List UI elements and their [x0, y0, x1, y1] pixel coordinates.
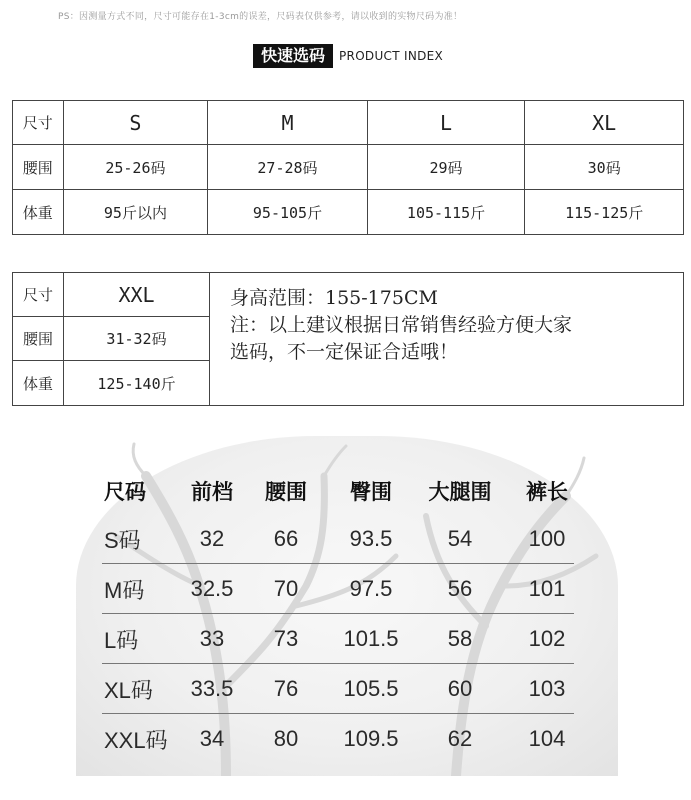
size-table-2 — [12, 272, 684, 406]
waist-cell: 30码 — [525, 145, 684, 190]
weight-cell: 95-105斤 — [208, 190, 367, 235]
size-name: XXL码 — [104, 727, 168, 753]
length-value: 104 — [528, 726, 566, 751]
size-cell: L — [367, 101, 525, 145]
row-label-waist: 腰围 — [13, 145, 64, 190]
note-text-line-2: 选码，不一定保证合适哦！ — [230, 341, 459, 363]
header-waist: 腰围 — [265, 481, 307, 504]
weight-cell: 105-115斤 — [367, 190, 525, 235]
hip-value: 109.5 — [343, 726, 399, 751]
waist-cell: 27-28码 — [208, 145, 367, 190]
thigh-value: 60 — [447, 676, 473, 701]
length-value: 101 — [528, 576, 566, 601]
length-value: 102 — [528, 626, 566, 651]
ps-note: PS：因测量方式不同，尺寸可能存在1-3cm的误差，尺码表仅供参考，请以收到的实物尺码为准！ — [58, 12, 463, 22]
size-cell: M — [208, 101, 367, 145]
hip-value: 97.5 — [349, 576, 393, 601]
hip-value: 93.5 — [349, 526, 393, 551]
waist-cell: 25-26码 — [63, 145, 208, 190]
table-row — [92, 664, 592, 714]
header-front-rise: 前档 — [191, 481, 233, 504]
note-cell — [210, 273, 684, 406]
table-row — [92, 614, 592, 664]
table-row — [92, 714, 592, 764]
section-heading — [253, 44, 443, 68]
size-name: S码 — [104, 527, 141, 553]
front-rise-value: 32.5 — [190, 576, 234, 601]
header-hip: 臀围 — [350, 481, 392, 504]
size-cell: S — [63, 101, 208, 145]
thigh-value: 56 — [447, 576, 473, 601]
size-name: XL码 — [104, 677, 153, 703]
heading-en: PRODUCT INDEX — [339, 49, 444, 63]
thigh-value: 58 — [447, 626, 473, 651]
waist-cell: 29码 — [367, 145, 525, 190]
table-row — [92, 564, 592, 614]
hip-value: 105.5 — [343, 676, 399, 701]
size-name: M码 — [104, 577, 145, 603]
size-name: L码 — [104, 627, 139, 653]
waist-value: 76 — [273, 676, 299, 701]
header-length: 裤长 — [526, 481, 568, 504]
size-table-1 — [12, 100, 684, 235]
heading-cn: 快速选码 — [253, 44, 333, 68]
length-value: 100 — [528, 526, 566, 551]
front-rise-value: 33 — [199, 626, 225, 651]
front-rise-value: 33.5 — [190, 676, 234, 701]
weight-cell: 125-140斤 — [64, 361, 210, 406]
measurement-table — [92, 468, 592, 764]
header-thigh: 大腿围 — [428, 481, 492, 504]
thigh-value: 62 — [447, 726, 473, 751]
row-label-weight: 体重 — [13, 190, 64, 235]
measurement-header-row — [92, 468, 592, 514]
waist-value: 80 — [273, 726, 299, 751]
size-cell: XXL — [64, 273, 210, 317]
thigh-value: 54 — [447, 526, 473, 551]
waist-value: 70 — [273, 576, 299, 601]
front-rise-value: 34 — [199, 726, 225, 751]
weight-cell: 115-125斤 — [525, 190, 684, 235]
weight-cell: 95斤以内 — [63, 190, 208, 235]
note-text-line-1: 注：以上建议根据日常销售经验方便大家 — [230, 314, 573, 336]
row-label-weight: 体重 — [13, 361, 64, 406]
hip-value: 101.5 — [343, 626, 399, 651]
length-value: 103 — [528, 676, 566, 701]
height-range-text: 身高范围：155-175CM — [230, 287, 438, 309]
waist-cell: 31-32码 — [64, 317, 210, 361]
waist-value: 73 — [273, 626, 299, 651]
front-rise-value: 32 — [199, 526, 225, 551]
header-size: 尺码 — [104, 481, 146, 504]
table-row — [92, 514, 592, 564]
waist-value: 66 — [273, 526, 299, 551]
row-label-waist: 腰围 — [13, 317, 64, 361]
size-cell: XL — [525, 101, 684, 145]
row-label-size: 尺寸 — [13, 273, 64, 317]
row-label-size: 尺寸 — [13, 101, 64, 145]
